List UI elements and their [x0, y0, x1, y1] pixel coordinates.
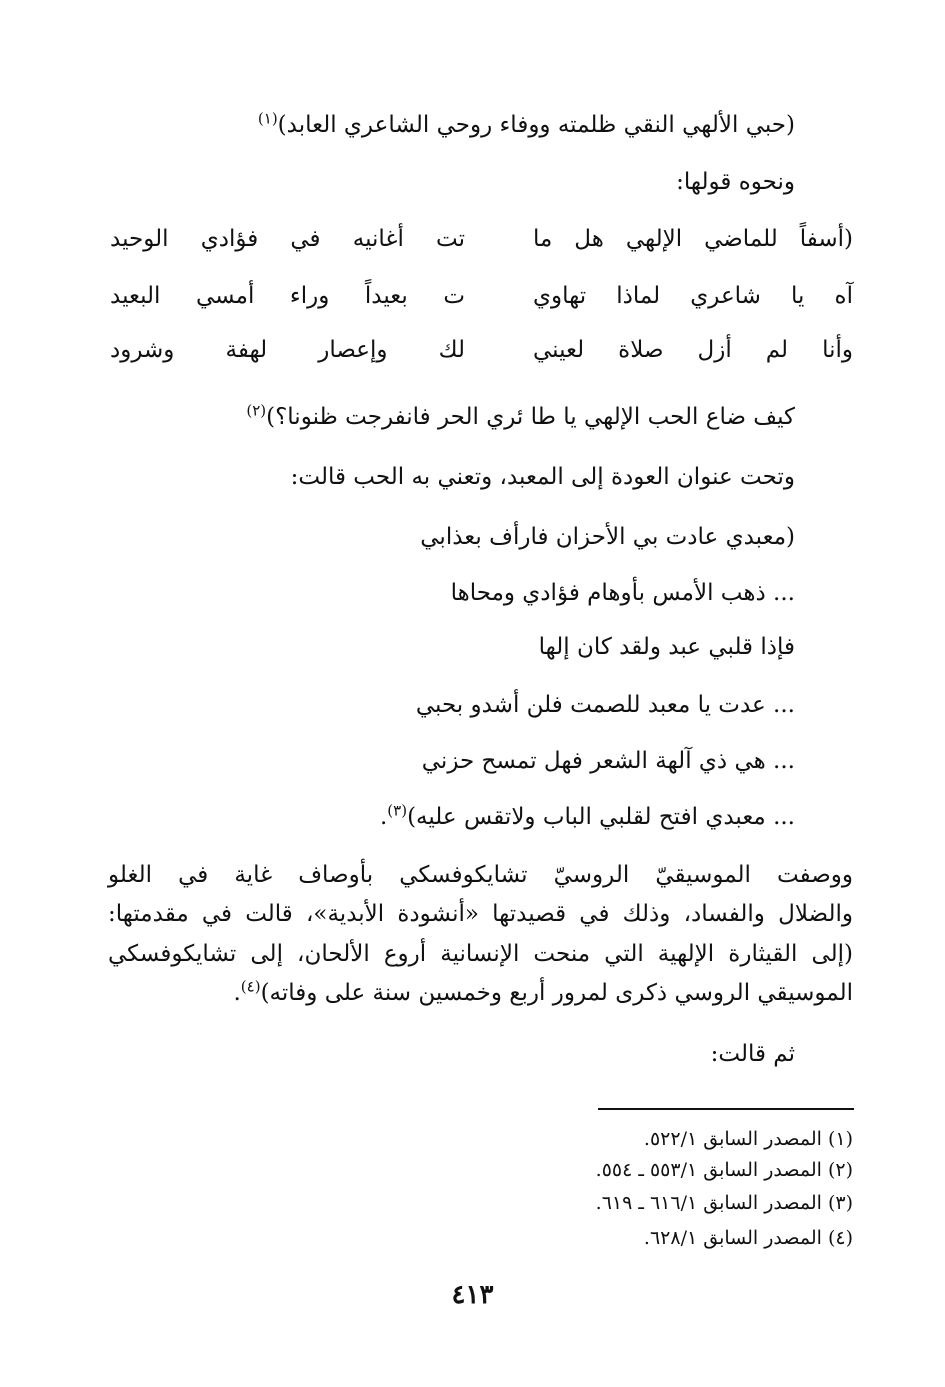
verse-line-3: فإذا قلبي عبد ولقد كان إلها — [538, 634, 795, 660]
verse-line-6-text: ... معبدي افتح لقلبي الباب ولاتقس عليه) — [407, 804, 795, 830]
paragraph-line-4-text: الموسيقي الروسي ذكرى لمرور أربع وخمسين سنة على وفاته) — [260, 980, 853, 1006]
verse-line-6-period: . — [379, 804, 388, 830]
poem-hemistich-2-right: آه يا شاعري لماذا تهاوي — [533, 283, 853, 309]
transition-text: وتحت عنوان العودة إلى المعبد، وتعني به الحب قالت: — [290, 464, 795, 490]
footnote-separator — [598, 1108, 854, 1110]
poem-hemistich-3-right: وأنا لم أزل صلاة لعيني — [533, 337, 853, 363]
lead-in-text: ونحوه قولها: — [676, 169, 795, 195]
poem-hemistich-1-left: تت أغانيه في فؤادي الوحيد — [110, 226, 465, 252]
final-line: ثم قالت: — [710, 1041, 795, 1067]
paragraph-line-2: والضلال والفساد، وذلك في قصيدتها «أنشودة الأبدية»، قالت في مقدمتها: — [108, 901, 853, 927]
poem-hemistich-2-left: ت بعيداً وراء أمسي البعيد — [110, 283, 465, 309]
paragraph-line-3: (إلى القيثارة الإلهية التي منحت الإنسانية أروع الألحان، إلى تشايكوفسكي — [108, 941, 853, 967]
poem-closing-text: كيف ضاع الحب الإلهي يا طا ئري الحر فانفرجت ظنونا؟) — [266, 404, 795, 430]
verse-line-4: ... عدت يا معبد للصمت فلن أشدو بحبي — [415, 692, 795, 718]
footnote-1: (١) المصدر السابق ٥٢٢/١. — [643, 1128, 853, 1150]
paragraph-line-1: ووصفت الموسيقيّ الروسيّ تشايكوفسكي بأوصاف غاية في الغلو — [108, 862, 853, 888]
footnote-4: (٤) المصدر السابق ٦٢٨/١. — [643, 1227, 853, 1249]
footnote-ref-3: (٣) — [387, 801, 408, 820]
poem-hemistich-3-left: لك وإعصار لهفة وشرود — [110, 337, 465, 363]
verse-line-6 — [380, 800, 795, 834]
verse-line-2: ... ذهب الأمس بأوهام فؤادي ومحاها — [450, 580, 795, 606]
footnote-ref-1: (١) — [257, 109, 278, 128]
intro-verse — [258, 108, 795, 142]
footnote-ref-2: (٢) — [246, 401, 267, 420]
poem-hemistich-1-right: (أسفاً للماضي الإلهي هل ما — [533, 226, 853, 252]
verse-line-5: ... هي ذي آلهة الشعر فهل تمسح حزني — [421, 748, 795, 774]
poem-closing-line — [246, 400, 795, 434]
intro-verse-text: (حبي الألهي النقي ظلمته ووفاء روحي الشاعري العابد) — [277, 112, 795, 138]
footnote-ref-4: (٤) — [240, 977, 261, 996]
page-number: ٤١٣ — [451, 1280, 494, 1310]
footnote-3: (٣) المصدر السابق ٦١٦/١ ـ ٦١٩. — [595, 1192, 853, 1214]
footnote-2: (٢) المصدر السابق ٥٥٣/١ ـ ٥٥٤. — [595, 1159, 853, 1181]
paragraph-line-4 — [233, 976, 853, 1010]
paragraph-line-4-period: . — [233, 980, 241, 1006]
verse-line-1: (معبدي عادت بي الأحزان فارأف بعذابي — [420, 524, 795, 550]
